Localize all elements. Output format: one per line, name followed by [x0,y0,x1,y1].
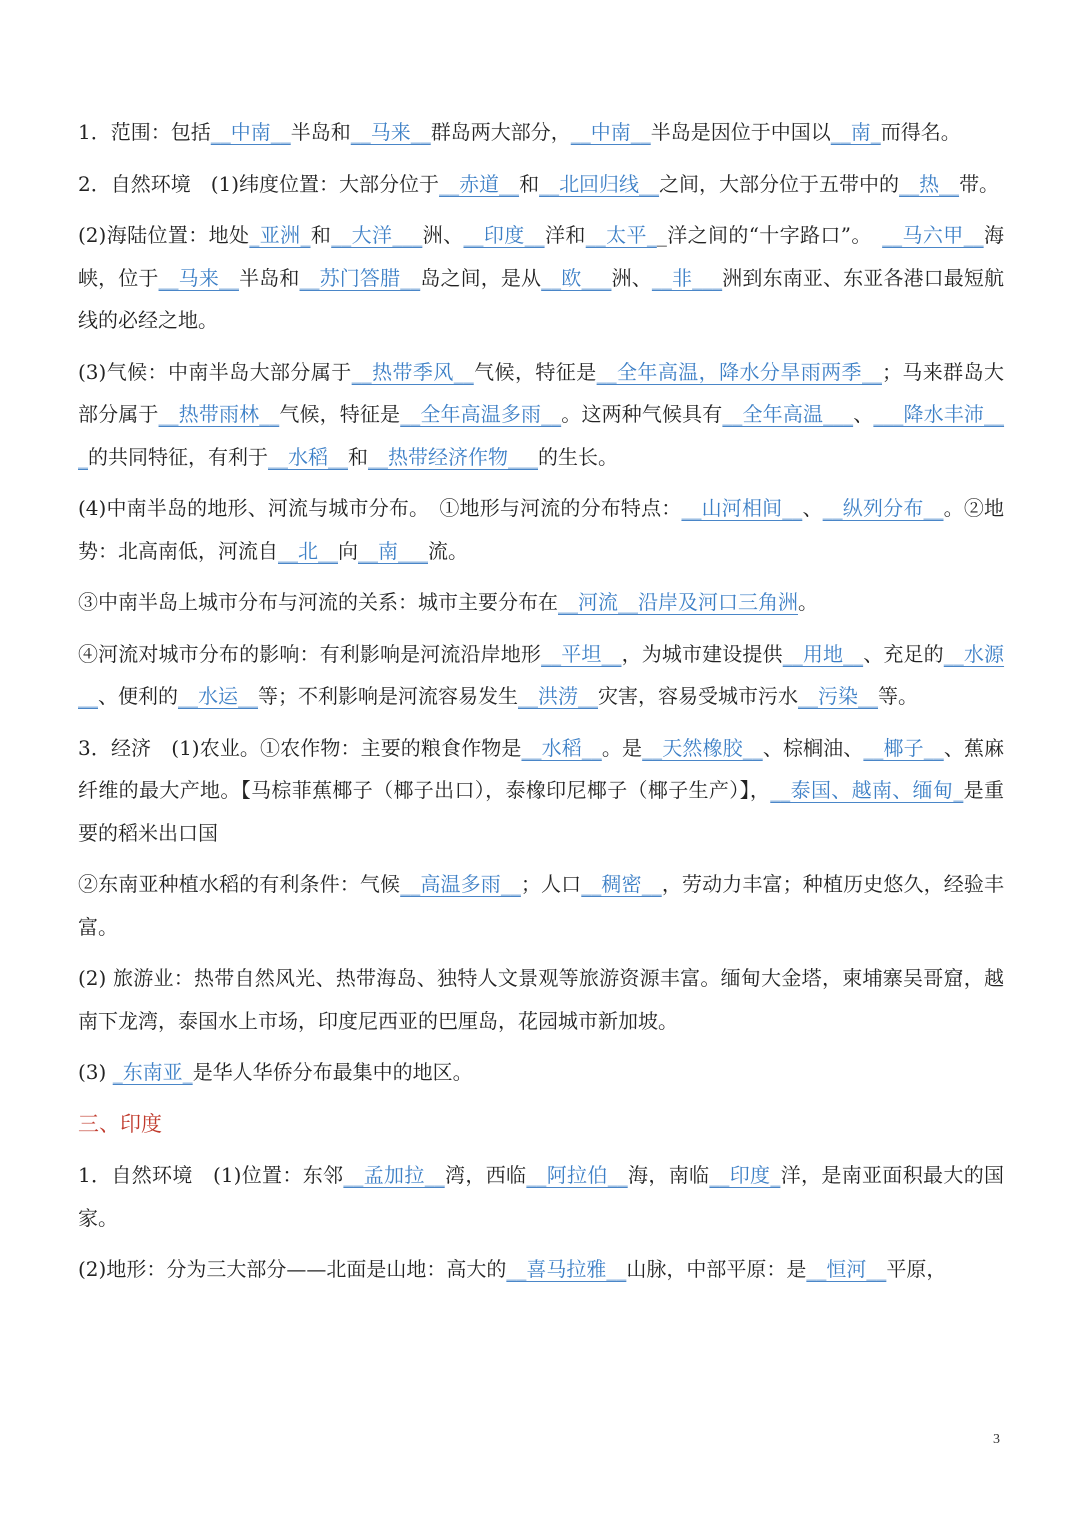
paragraph-text: 洲、 [422,223,464,247]
paragraph [78,633,1004,718]
paragraph-text: 平原， [886,1257,947,1281]
paragraph-text: 是华人华侨分布最集中的地区。 [192,1060,473,1084]
paragraph-text: 是重要的稻米出口国 [78,778,1005,845]
paragraph-text: 海峡，位于 [78,223,1005,290]
answer-blank: __苏门答腊__ [299,265,421,290]
paragraph-text: 。这两种气候具有 [561,402,723,426]
paragraph-text: 半岛和 [238,265,300,290]
paragraph-text: (4)中南半岛的地形、河流与城市分布。 ①地形与河流的分布特点： [78,496,682,520]
answer-blank: __北__ [278,538,338,563]
paragraph-text: ④河流对城市分布的影响：有利影响是河流沿岸地形 [78,641,542,666]
paragraph-text: (2) 旅游业：热带自然风光、热带海岛、独特人文景观等旅游资源丰富。缅甸大金塔，柬埔寨吴哥窟，越南下龙湾，泰国水上市场，印度尼西亚的巴厘岛，花园城市新加坡。 [78,966,1004,1033]
paragraph-text: 、 [853,402,874,426]
answer-blank: __水稻__ [268,444,348,469]
answer-blank: __孟加拉__ [343,1163,445,1187]
paragraph-text: (3) [78,1060,113,1084]
paragraph-text: 、蕉麻纤维的最大产地。【马棕菲蕉椰子（椰子出口），泰橡印尼椰子（椰子生产）】， [78,735,1005,802]
answer-blank: __天然橡胶__ [642,735,763,760]
paragraph-text: 。是 [601,735,643,760]
paragraph-text: 半岛是因位于中国以 [650,120,831,144]
paragraph-text: 气候，特征是 [279,402,401,426]
answer-blank: __全年高温多雨__ [400,402,562,426]
paragraph-text: 2．自然环境 (1)纬度位置：大部分位于 [78,171,440,196]
answer-blank: __平坦__ [541,641,622,666]
paragraph-text: 的共同特征，有利于 [88,444,268,469]
paragraph-text: 洲到东南亚、东亚各港口最短航线的必经之地。 [78,265,1005,332]
paragraph-text: 三、印度 [78,1111,162,1136]
answer-blank: __大洋___ [331,223,423,247]
paragraph-text: 等；不利影响是河流容易发生 [258,684,518,708]
answer-blank: __赤道__ [439,171,520,196]
paragraph-text: 、 [802,496,823,520]
answer-blank: __中南__ [570,120,651,144]
paragraph-text: 和 [310,223,332,247]
answer-blank: __太平_ [585,223,657,247]
answer-blank: __椰子__ [863,735,944,760]
answer-blank: __印度_ [709,1163,781,1187]
paragraph-text: ；马来群岛大部分属于 [78,359,1005,426]
answer-blank: __南___ [358,538,428,563]
section-heading [78,1103,1004,1146]
paragraph [78,214,1004,342]
paragraph-text: 和 [519,171,540,196]
paragraph-text: 、充足的 [863,641,944,666]
paragraph-text: 洲、 [611,265,652,290]
paragraph [78,487,1004,572]
paragraph-text: 而得名。 [880,120,961,144]
answer-blank: __全年高温，降水分旱雨两季__ [596,359,882,384]
paragraph-text: (2)地形：分为三大部分——北面是山地：高大的 [78,1257,507,1281]
paragraph-text: 气候，特征是 [473,359,597,384]
paragraph-text: 1．自然环境 (1)位置：东邻 [78,1163,344,1187]
answer-blank: __热带雨林__ [158,402,280,426]
paragraph-text: 的生长。 [538,444,618,469]
answer-blank: __热带经济作物___ [368,444,538,469]
page-number: 3 [993,1432,1000,1447]
paragraph-text: 岛之间，是从 [420,265,542,290]
answer-blank: __水稻__ [521,735,602,760]
paragraph-text: 。②地势：北高南低，河流自 [78,496,1005,563]
answer-blank: __泰国、越南、缅甸_ [770,778,964,802]
paragraph-text: 群岛两大部分， [430,120,571,144]
paragraph-text: ，劳动力丰富；种植历史悠久，经验丰富。 [78,872,1005,939]
answer-blank: _亚洲_ [249,223,311,247]
paragraph-text: 和 [348,444,368,469]
answer-blank: __纵列分布__ [822,496,944,520]
paragraph-text: 半岛和 [290,120,351,144]
answer-blank: __阿拉伯__ [526,1163,628,1187]
paragraph [78,727,1004,855]
answer-blank: __马来__ [158,265,239,290]
answer-blank: __热带季风__ [351,359,474,384]
paragraph-text: ，为城市建设提供 [621,641,783,666]
answer-blank: __非___ [651,265,723,290]
paragraph-text: 3．经济 (1)农业。①农作物：主要的粮食作物是 [78,735,522,760]
paragraph-text: 洋和 [544,223,586,247]
paragraph-text: 1．范围：包括 [78,120,211,144]
answer-blank: __洪涝__ [518,684,598,708]
answer-blank: __水源__ [78,641,1005,708]
paragraph [78,351,1004,479]
answer-blank: __南_ [830,120,881,144]
paragraph-text: 山脉，中部平原：是 [626,1257,807,1281]
answer-blank: __恒河__ [806,1257,887,1281]
paragraph-text: ②东南亚种植水稻的有利条件：气候 [78,872,401,896]
paragraph-text: 。 [798,590,818,614]
paragraph-text: 等。 [878,684,918,708]
paragraph [78,957,1004,1042]
paragraph [78,111,1004,154]
answer-blank: __高温多雨__ [400,872,521,896]
paragraph-text: ③中南半岛上城市分布与河流的关系：城市主要分布在 [78,590,558,614]
answer-blank: __山河相间__ [681,496,803,520]
answer-blank: __全年高温___ [722,402,854,426]
paragraph-text: 、棕榈油、 [762,735,864,760]
paragraph-text: _洋之间的“十字路口”。 [656,223,883,247]
answer-blank: __北回归线__ [539,171,660,196]
paragraph [78,863,1004,948]
answer-blank: __印度__ [463,223,545,247]
paragraph-text: (2)海陆位置：地处 [78,223,250,247]
document-body [78,111,1004,1300]
paragraph-text: 灾害，容易受城市污水 [598,684,798,708]
paragraph [78,1154,1004,1239]
answer-blank: __中南__ [210,120,291,144]
answer-blank: _东南亚_ [112,1060,193,1084]
answer-blank: __河流__沿岸及河口三角洲 [558,590,798,614]
paragraph-text: 流。 [428,538,468,563]
answer-blank: __污染__ [798,684,878,708]
paragraph [78,581,1004,624]
paragraph-text: 洋，是南亚面积最大的国家。 [78,1163,1005,1230]
answer-blank: __马来__ [350,120,431,144]
paragraph-text: 带。 [959,171,1000,196]
answer-blank: __喜马拉雅__ [506,1257,627,1281]
answer-blank: ___降水丰沛___ [78,402,1005,469]
paragraph-text: 海，南临 [627,1163,710,1187]
paragraph-text: 、便利的 [98,684,178,708]
answer-blank: __水运__ [178,684,258,708]
paragraph-text: ；人口 [520,872,582,896]
paragraph-text: 之间，大部分位于五带中的 [659,171,900,196]
answer-blank: __热__ [899,171,960,196]
answer-blank: __欧___ [541,265,612,290]
paragraph-text: 湾，西临 [444,1163,527,1187]
paragraph-text: (3)气候：中南半岛大部分属于 [78,359,352,384]
paragraph-text: 向 [338,538,358,563]
answer-blank: __用地__ [782,641,864,666]
paragraph [78,1051,1004,1094]
paragraph [78,1248,1004,1291]
paragraph [78,163,1004,206]
answer-blank: __稠密__ [581,872,662,896]
answer-blank: __马六甲__ [882,223,984,247]
